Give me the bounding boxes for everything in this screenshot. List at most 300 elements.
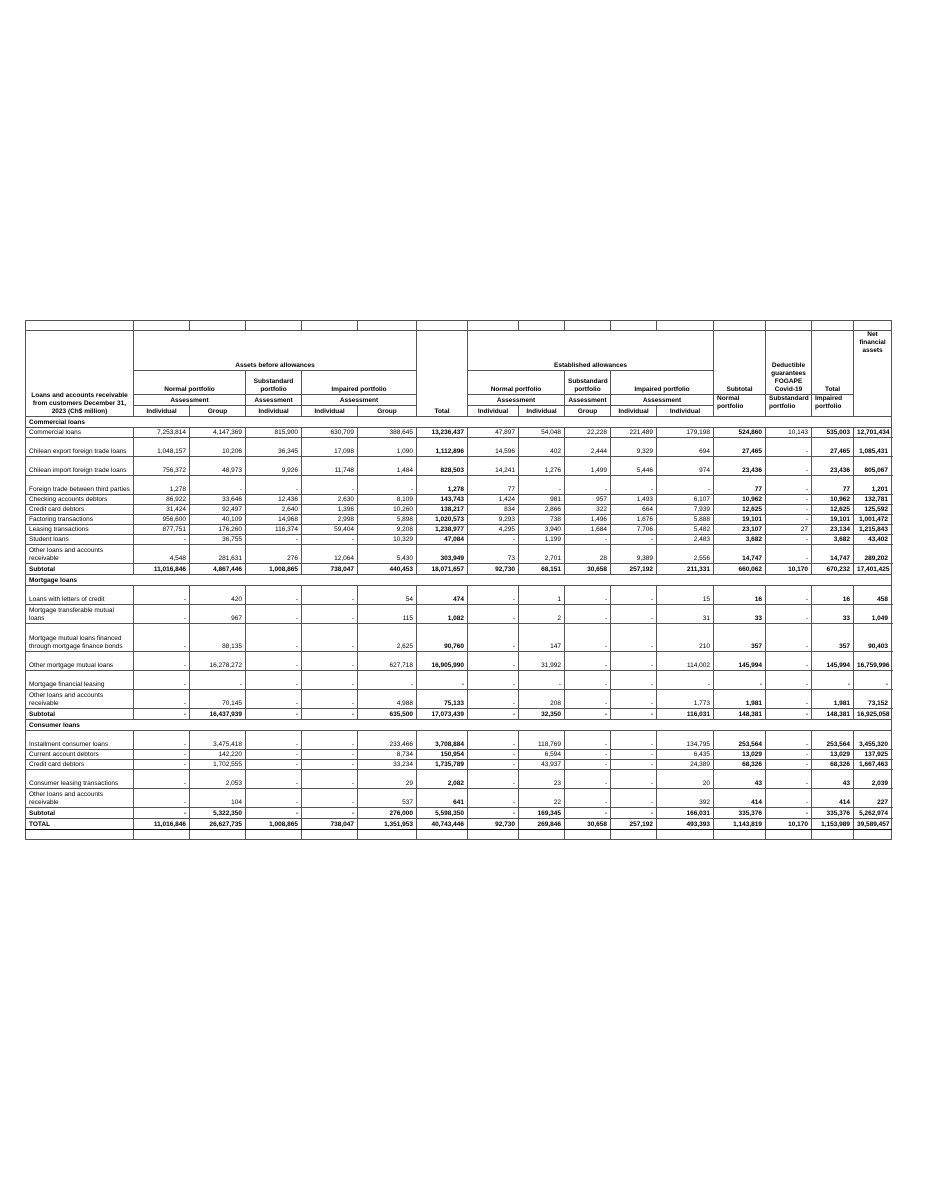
col-header: Individual [519, 406, 565, 417]
value-cell: 12,064 [302, 545, 358, 564]
value-cell: 142,220 [190, 750, 246, 760]
value-cell: 132,781 [854, 495, 892, 505]
value-cell: - [519, 671, 565, 690]
value-cell: - [246, 770, 302, 789]
value-cell: 10,143 [766, 428, 812, 438]
value-cell: 5,430 [358, 545, 417, 564]
value-cell: - [246, 731, 302, 750]
row-label: Installment consumer loans [26, 731, 134, 750]
value-cell: 14,747 [812, 545, 854, 564]
value-cell: - [766, 731, 812, 750]
table-row [26, 535, 892, 545]
value-cell: 14,596 [468, 438, 519, 457]
value-cell: 1,090 [358, 438, 417, 457]
corner-header: Loans and accounts receivable from customers December 31, 2023 (Ch$ million) [26, 331, 134, 417]
value-cell: 23,436 [714, 457, 766, 476]
value-cell: 1,702,555 [190, 760, 246, 770]
value-cell: - [246, 652, 302, 671]
value-cell: - [766, 690, 812, 709]
value-cell: 1,001,472 [854, 515, 892, 525]
value-cell: 5,598,350 [417, 808, 468, 819]
value-cell: 253,564 [714, 731, 766, 750]
value-cell: 16,437,939 [190, 709, 246, 720]
row-label: Other loans and accounts receivable [26, 545, 134, 564]
value-cell: 118,769 [519, 731, 565, 750]
value-cell: 1,049 [854, 605, 892, 624]
value-cell: 77 [812, 476, 854, 495]
value-cell: - [565, 789, 611, 808]
value-cell: 1 [519, 586, 565, 605]
value-cell: - [565, 671, 611, 690]
value-cell: 40,743,446 [417, 819, 468, 830]
value-cell: 1,499 [565, 457, 611, 476]
value-cell: 73 [468, 545, 519, 564]
value-cell: - [468, 652, 519, 671]
value-cell: 392 [657, 789, 714, 808]
value-cell: 12,625 [812, 505, 854, 515]
value-cell: 16,905,990 [417, 652, 468, 671]
value-cell: 10,170 [766, 819, 812, 830]
value-cell: - [134, 760, 190, 770]
established-header: Established allowances [468, 331, 714, 371]
total-row [26, 819, 892, 830]
value-cell: 10,962 [714, 495, 766, 505]
value-cell: 5,888 [657, 515, 714, 525]
value-cell: 670,232 [812, 564, 854, 575]
value-cell: 68,326 [812, 760, 854, 770]
net-header: Net financial assets [854, 331, 892, 417]
value-cell: - [468, 808, 519, 819]
value-cell: - [611, 652, 657, 671]
assessment-header: Assessment [302, 395, 417, 406]
value-cell: - [417, 671, 468, 690]
value-cell: - [468, 690, 519, 709]
value-cell: - [611, 671, 657, 690]
value-cell: 458 [854, 586, 892, 605]
value-cell: 31,424 [134, 505, 190, 515]
blank-row-top [26, 321, 892, 331]
value-cell: - [812, 671, 854, 690]
row-label: Chilean export foreign trade loans [26, 438, 134, 457]
value-cell: 17,401,425 [854, 564, 892, 575]
value-cell: 16 [812, 586, 854, 605]
value-cell: - [766, 545, 812, 564]
normal-header: Normal portfolio [134, 371, 246, 395]
value-cell: 176,260 [190, 525, 246, 535]
section-header-row [26, 575, 892, 586]
value-cell: - [358, 476, 417, 495]
value-cell: - [302, 760, 358, 770]
value-cell: - [611, 789, 657, 808]
value-cell: 68,151 [519, 564, 565, 575]
value-cell: 627,718 [358, 652, 417, 671]
value-cell: - [657, 671, 714, 690]
value-cell: 11,748 [302, 457, 358, 476]
value-cell: 3,455,320 [854, 731, 892, 750]
value-cell: 738,047 [302, 564, 358, 575]
row-label: Other loans and accounts receivable [26, 690, 134, 709]
value-cell: 30,658 [565, 564, 611, 575]
assessment-header: Assessment [611, 395, 714, 406]
table-body [26, 417, 892, 840]
value-cell: 974 [657, 457, 714, 476]
value-cell: - [134, 671, 190, 690]
value-cell: 92,730 [468, 564, 519, 575]
value-cell: 26,627,735 [190, 819, 246, 830]
value-cell: 834 [468, 505, 519, 515]
value-cell: 630,709 [302, 428, 358, 438]
value-cell: 2,625 [358, 624, 417, 652]
value-cell: - [246, 709, 302, 720]
value-cell: 2,640 [246, 505, 302, 515]
value-cell: 5,482 [657, 525, 714, 535]
value-cell: 148,381 [714, 709, 766, 720]
value-cell: 179,198 [657, 428, 714, 438]
table-row [26, 690, 892, 709]
value-cell: 19,101 [812, 515, 854, 525]
row-label: Foreign trade between third parties [26, 476, 134, 495]
value-cell: 493,393 [657, 819, 714, 830]
value-cell: - [766, 505, 812, 515]
value-cell: 10,962 [812, 495, 854, 505]
value-cell: 1,082 [417, 605, 468, 624]
value-cell: 4,988 [358, 690, 417, 709]
table-row [26, 457, 892, 476]
value-cell: - [468, 624, 519, 652]
value-cell: 20 [657, 770, 714, 789]
value-cell: 210 [657, 624, 714, 652]
value-cell: 233,466 [358, 731, 417, 750]
value-cell: 10,260 [358, 505, 417, 515]
value-cell: 17,073,439 [417, 709, 468, 720]
value-cell: 956,600 [134, 515, 190, 525]
value-cell: 208 [519, 690, 565, 709]
value-cell: - [611, 750, 657, 760]
value-cell: 59,404 [302, 525, 358, 535]
value-cell: - [468, 605, 519, 624]
value-cell: 23 [519, 770, 565, 789]
value-cell: 815,900 [246, 428, 302, 438]
value-cell: - [611, 760, 657, 770]
section-title: Commercial loans [26, 417, 892, 428]
value-cell: 281,631 [190, 545, 246, 564]
value-cell: - [134, 808, 190, 819]
value-cell: - [854, 671, 892, 690]
value-cell: 253,564 [812, 731, 854, 750]
col-header: Individual [302, 406, 358, 417]
value-cell: - [611, 770, 657, 789]
value-cell: 414 [714, 789, 766, 808]
value-cell: 104 [190, 789, 246, 808]
row-label: Subtotal [26, 808, 134, 819]
value-cell: - [134, 624, 190, 652]
subtotal-row [26, 709, 892, 720]
assessment-header: Assessment [134, 395, 246, 406]
value-cell: - [565, 652, 611, 671]
table-row [26, 586, 892, 605]
row-label: Consumer leasing transactions [26, 770, 134, 789]
value-cell: 43,937 [519, 760, 565, 770]
value-cell: 474 [417, 586, 468, 605]
loans-table [25, 320, 892, 840]
table-row [26, 789, 892, 808]
value-cell: 357 [714, 624, 766, 652]
value-cell: 1,278 [134, 476, 190, 495]
value-cell: 48,973 [190, 457, 246, 476]
value-cell: - [302, 709, 358, 720]
value-cell: 73,152 [854, 690, 892, 709]
value-cell: - [302, 652, 358, 671]
row-label: Mortgage mutual loans financed through mortgage finance bonds [26, 624, 134, 652]
value-cell: - [766, 750, 812, 760]
value-cell: 18,071,657 [417, 564, 468, 575]
table-row [26, 438, 892, 457]
row-label: Loans with letters of credit [26, 586, 134, 605]
value-cell: 276 [246, 545, 302, 564]
value-cell: 957 [565, 495, 611, 505]
value-cell: 6,435 [657, 750, 714, 760]
value-cell: 1,238,977 [417, 525, 468, 535]
value-cell: 12,625 [714, 505, 766, 515]
value-cell: 3,682 [812, 535, 854, 545]
value-cell: 6,594 [519, 750, 565, 760]
value-cell: 33 [714, 605, 766, 624]
value-cell: - [766, 476, 812, 495]
value-cell: - [611, 476, 657, 495]
value-cell: - [246, 624, 302, 652]
section-header-row [26, 417, 892, 428]
sub-impaired-header: Impaired portfolio [812, 395, 854, 417]
value-cell: 2,630 [302, 495, 358, 505]
sub-substandard-header: Substandard portfolio [766, 395, 812, 417]
blank-row-bottom [26, 830, 892, 840]
value-cell: 116,031 [657, 709, 714, 720]
value-cell: - [657, 476, 714, 495]
value-cell: - [611, 690, 657, 709]
value-cell: - [246, 476, 302, 495]
value-cell: 7,253,814 [134, 428, 190, 438]
row-label: Factoring transactions [26, 515, 134, 525]
value-cell: 13,029 [714, 750, 766, 760]
value-cell: 1,201 [854, 476, 892, 495]
value-cell: 1,667,463 [854, 760, 892, 770]
value-cell: 16,759,996 [854, 652, 892, 671]
value-cell: 47,897 [468, 428, 519, 438]
value-cell: 36,755 [190, 535, 246, 545]
value-cell: 54 [358, 586, 417, 605]
row-label: Subtotal [26, 709, 134, 720]
value-cell: - [766, 586, 812, 605]
value-cell: 43 [812, 770, 854, 789]
value-cell: - [611, 731, 657, 750]
value-cell: - [766, 605, 812, 624]
value-cell: - [302, 586, 358, 605]
value-cell: 12,436 [246, 495, 302, 505]
value-cell: - [611, 535, 657, 545]
value-cell: 335,376 [714, 808, 766, 819]
value-cell: - [468, 586, 519, 605]
value-cell: 3,475,418 [190, 731, 246, 750]
value-cell: - [565, 535, 611, 545]
row-label: Checking accounts debtors [26, 495, 134, 505]
value-cell: 2 [519, 605, 565, 624]
value-cell: - [565, 760, 611, 770]
value-cell: 257,192 [611, 819, 657, 830]
value-cell: - [565, 690, 611, 709]
value-cell: 16,278,272 [190, 652, 246, 671]
value-cell: - [134, 690, 190, 709]
row-label: TOTAL [26, 819, 134, 830]
value-cell: - [302, 624, 358, 652]
table-row [26, 750, 892, 760]
value-cell: 138,217 [417, 505, 468, 515]
value-cell: - [565, 770, 611, 789]
value-cell: - [246, 535, 302, 545]
row-label: Mortgage financial leasing [26, 671, 134, 690]
table-row [26, 770, 892, 789]
value-cell: 9,926 [246, 457, 302, 476]
value-cell: 88,135 [190, 624, 246, 652]
value-cell: 2,701 [519, 545, 565, 564]
value-cell: 738 [519, 515, 565, 525]
value-cell: - [766, 495, 812, 505]
table-row [26, 515, 892, 525]
value-cell: 2,998 [302, 515, 358, 525]
table-row [26, 525, 892, 535]
value-cell: 805,067 [854, 457, 892, 476]
value-cell: 40,109 [190, 515, 246, 525]
value-cell: - [468, 709, 519, 720]
table-row [26, 731, 892, 750]
value-cell: 147 [519, 624, 565, 652]
substandard-header: Substandard portfolio [246, 371, 302, 395]
value-cell: - [611, 605, 657, 624]
value-cell: 1,278 [417, 476, 468, 495]
value-cell: 12,701,434 [854, 428, 892, 438]
value-cell: - [190, 476, 246, 495]
value-cell: - [766, 808, 812, 819]
table-row [26, 476, 892, 495]
value-cell: 211,331 [657, 564, 714, 575]
value-cell: 5,262,974 [854, 808, 892, 819]
value-cell: 31 [657, 605, 714, 624]
value-cell: - [611, 624, 657, 652]
table-row [26, 760, 892, 770]
sub-normal-header: Normal portfolio [714, 395, 766, 417]
value-cell: 145,994 [812, 652, 854, 671]
value-cell: 2,483 [657, 535, 714, 545]
value-cell: 33,646 [190, 495, 246, 505]
value-cell: 420 [190, 586, 246, 605]
value-cell: 23,107 [714, 525, 766, 535]
value-cell: - [565, 476, 611, 495]
value-cell: - [302, 770, 358, 789]
total-header: Total [417, 331, 468, 417]
col-header: Group [358, 406, 417, 417]
value-cell: 116,374 [246, 525, 302, 535]
value-cell: - [519, 476, 565, 495]
value-cell: - [468, 760, 519, 770]
value-cell: 8,109 [358, 495, 417, 505]
value-cell: 967 [190, 605, 246, 624]
value-cell: 4,295 [468, 525, 519, 535]
value-cell: 27,465 [714, 438, 766, 457]
value-cell: 1,112,896 [417, 438, 468, 457]
value-cell: 33 [812, 605, 854, 624]
value-cell: 221,489 [611, 428, 657, 438]
value-cell: 150,954 [417, 750, 468, 760]
value-cell: 5,446 [611, 457, 657, 476]
value-cell: 9,389 [611, 545, 657, 564]
value-cell: 29 [358, 770, 417, 789]
value-cell: 11,016,846 [134, 819, 190, 830]
value-cell: - [565, 808, 611, 819]
value-cell: - [766, 624, 812, 652]
value-cell: 23,436 [812, 457, 854, 476]
value-cell: - [766, 515, 812, 525]
table-row [26, 671, 892, 690]
value-cell: 1,396 [302, 505, 358, 515]
impaired-allow-header: Impaired portfolio [611, 371, 714, 395]
table-row [26, 495, 892, 505]
value-cell: 30,658 [565, 819, 611, 830]
value-cell: 1,008,865 [246, 564, 302, 575]
table-row [26, 624, 892, 652]
value-cell: 92,730 [468, 819, 519, 830]
value-cell: 1,215,843 [854, 525, 892, 535]
deductible-header: Deductible guarantees FOGAPE Covid-19 [766, 331, 812, 395]
row-label: Current account debtors [26, 750, 134, 760]
value-cell: 10,170 [766, 564, 812, 575]
col-header: Individual [246, 406, 302, 417]
value-cell: 303,949 [417, 545, 468, 564]
section-title: Consumer loans [26, 720, 892, 731]
value-cell: - [134, 770, 190, 789]
assessment-header: Assessment [468, 395, 565, 406]
value-cell: - [565, 624, 611, 652]
value-cell: 2,444 [565, 438, 611, 457]
value-cell: 13,236,437 [417, 428, 468, 438]
col-header: Individual [134, 406, 190, 417]
value-cell: 414 [812, 789, 854, 808]
value-cell: 14,747 [714, 545, 766, 564]
value-cell: 15 [657, 586, 714, 605]
value-cell: 1,085,431 [854, 438, 892, 457]
value-cell: - [302, 605, 358, 624]
value-cell: 1,351,953 [358, 819, 417, 830]
row-label: Mortgage transferable mutual loans [26, 605, 134, 624]
value-cell: 43,402 [854, 535, 892, 545]
value-cell: - [565, 605, 611, 624]
value-cell: 1,981 [812, 690, 854, 709]
value-cell: - [766, 789, 812, 808]
value-cell: - [134, 750, 190, 760]
value-cell: 357 [812, 624, 854, 652]
row-label: Chilean import foreign trade loans [26, 457, 134, 476]
value-cell: 14,241 [468, 457, 519, 476]
value-cell: - [565, 586, 611, 605]
table-row [26, 428, 892, 438]
value-cell: - [565, 731, 611, 750]
value-cell: - [302, 535, 358, 545]
value-cell: 114,002 [657, 652, 714, 671]
value-cell: 125,592 [854, 505, 892, 515]
value-cell: 9,293 [468, 515, 519, 525]
value-cell: - [468, 535, 519, 545]
value-cell: 4,147,369 [190, 428, 246, 438]
value-cell: 28 [565, 545, 611, 564]
value-cell: 664 [611, 505, 657, 515]
